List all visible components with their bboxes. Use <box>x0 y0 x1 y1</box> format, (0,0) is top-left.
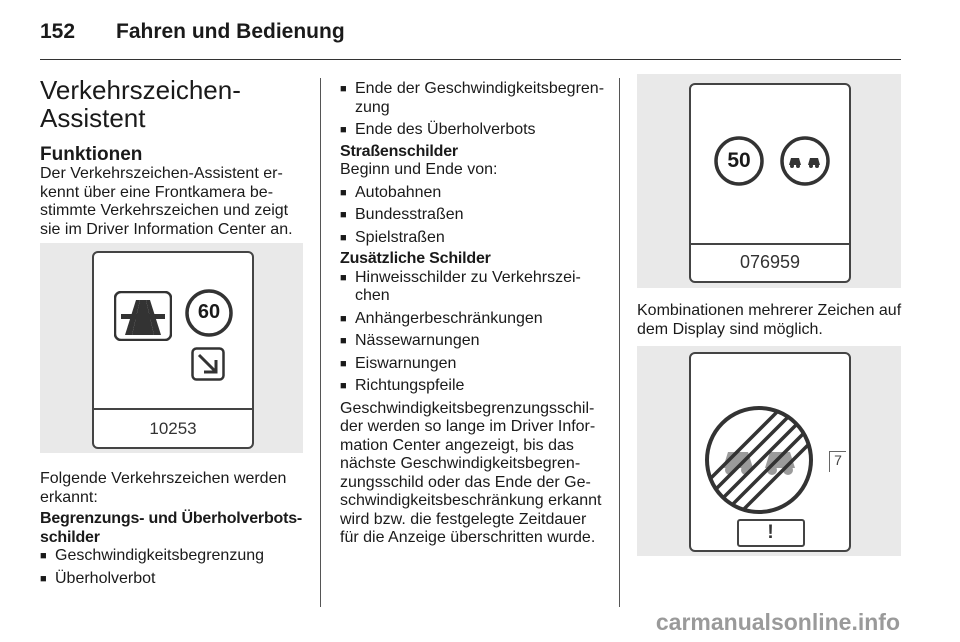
list-item: ■ Autobahnen <box>340 184 608 203</box>
display-frame <box>92 251 254 449</box>
closing-paragraph: Geschwindigkeitsbegrenzungsschilder werden so lange im Driver Information Center angezeigt, bis das nächste Geschwindigkeitsbegrenzungsschild oder das Ende der Geschwindigkeitsbeschränkung erkannt wird bzw. die festgelegte Zeitdauer für die Anzeige überschritten wurde. <box>340 399 602 546</box>
list-item: ■ Bundesstraßen <box>340 206 608 225</box>
list-item: ■ Überholverbot <box>40 570 308 589</box>
section-title-line-2: Assistent <box>40 103 146 133</box>
list-item: ■ Hinweisschilder zu Verkehrszeichen <box>340 269 608 306</box>
watermark: carmanualsonline.info <box>655 609 900 635</box>
section-title <box>40 76 308 132</box>
list-item: ■ Nässewarnungen <box>340 332 608 351</box>
recognized-intro: Folgende Verkehrszeichen werden erkannt: <box>40 470 287 506</box>
column-divider-1 <box>320 78 321 607</box>
display-frame <box>689 83 851 283</box>
list-item: ■ Anhängerbeschränkungen <box>340 310 608 329</box>
subheading-funktionen: Funktionen <box>40 144 143 165</box>
column-1 <box>40 76 308 239</box>
figure-speed-overtaking <box>637 74 901 288</box>
heading-extra-signs: Zusätzliche Schilder <box>340 250 491 267</box>
figure-3-box-label: ! <box>737 519 805 547</box>
street-intro: Beginn und Ende von: <box>340 161 498 178</box>
column-2 <box>340 80 608 548</box>
chapter-title: Fahren und Bedienung <box>116 20 345 43</box>
figure-2-number: 076959 <box>739 252 801 272</box>
arrow-down-right-icon <box>191 347 225 381</box>
speed-limit-60-value: 60 <box>197 301 221 323</box>
list-item: ■ Geschwindigkeitsbegrenzung <box>40 547 308 566</box>
display-frame <box>689 352 851 552</box>
heading-street-signs: Straßenschilder <box>340 142 458 160</box>
speed-limit-50-value: 50 <box>727 149 751 172</box>
header-rule <box>40 59 901 60</box>
heading-limit-signs-line-1: Begrenzungs- und Überholverbots- <box>40 510 303 527</box>
figure-end-no-overtaking <box>637 346 901 556</box>
heading-limit-signs-line-2: schilder <box>40 528 100 546</box>
column-1-lower <box>40 470 308 588</box>
figure-3-side-label: 7 <box>829 451 846 472</box>
list-item: ■ Richtungspfeile <box>340 377 608 396</box>
heading-limit-signs <box>40 510 308 547</box>
figure-motorway-sign <box>40 243 303 453</box>
no-overtaking-icon <box>779 135 831 187</box>
page-number: 152 <box>40 20 76 43</box>
section-title-line-1: Verkehrszeichen- <box>40 75 241 105</box>
combo-paragraph: Kombinationen mehrerer Zeichen auf dem Display sind möglich. <box>637 302 902 338</box>
list-item: ■ Spielstraßen <box>340 229 608 248</box>
intro-paragraph: Der Verkehrszeichen-Assistent erkennt über eine Frontkamera bestimmte Verkehrszeichen und zeigt sie im Driver Information Center an. <box>40 165 293 238</box>
list-item: ■ Eiswarnungen <box>340 355 608 374</box>
list-item: ■ Ende der Geschwindigkeitsbegrenzung <box>340 80 608 117</box>
column-divider-2 <box>619 78 620 607</box>
motorway-icon <box>114 291 172 341</box>
figure-1-number: 10253 <box>149 419 197 438</box>
end-of-no-overtaking-icon <box>703 404 815 516</box>
list-item: ■ Ende des Überholverbots <box>340 121 608 140</box>
